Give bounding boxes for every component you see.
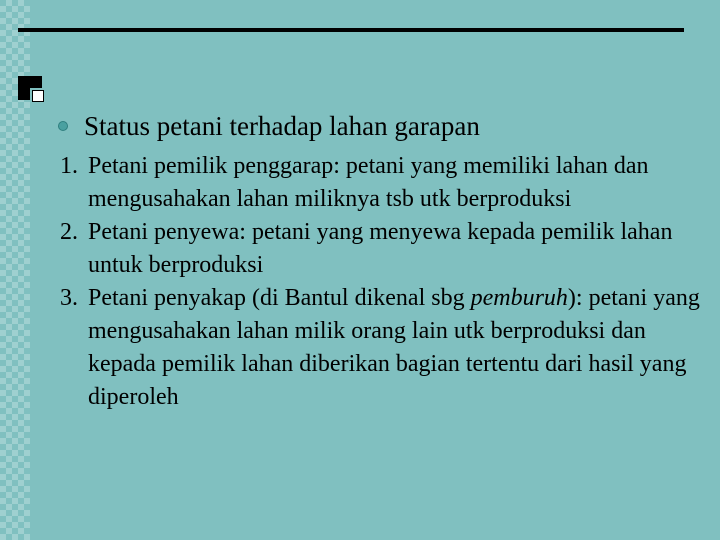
list-item xyxy=(60,216,700,282)
list-item xyxy=(60,150,700,216)
item-text xyxy=(88,282,700,414)
heading-text: Status petani terhadap lahan garapan xyxy=(84,111,480,141)
top-divider-rule xyxy=(18,28,684,32)
item-text: Petani penyewa: petani yang menyewa kepada pemilik lahan untuk berproduksi xyxy=(88,219,673,278)
bullet-icon xyxy=(58,121,68,131)
numbered-list xyxy=(60,150,700,414)
item-number: 3. xyxy=(60,285,78,311)
item-text-before: Petani penyakap (di Bantul dikenal sbg xyxy=(88,285,471,311)
squares-logo-icon xyxy=(18,76,44,104)
item-text-italic: pemburuh xyxy=(470,285,568,311)
item-number: 2. xyxy=(60,219,78,245)
item-number: 1. xyxy=(60,153,78,179)
item-text: Petani pemilik penggarap: petani yang memiliki lahan dan mengusahakan lahan miliknya tsb utk berproduksi xyxy=(88,153,649,212)
slide-heading xyxy=(58,108,480,144)
list-item xyxy=(60,282,700,414)
item-text-after: ): petani yang mengusahakan lahan milik orang lain utk berproduksi dan kepada pemilik lahan diberikan bagian tertentu dari hasil yang diperoleh xyxy=(88,285,700,410)
